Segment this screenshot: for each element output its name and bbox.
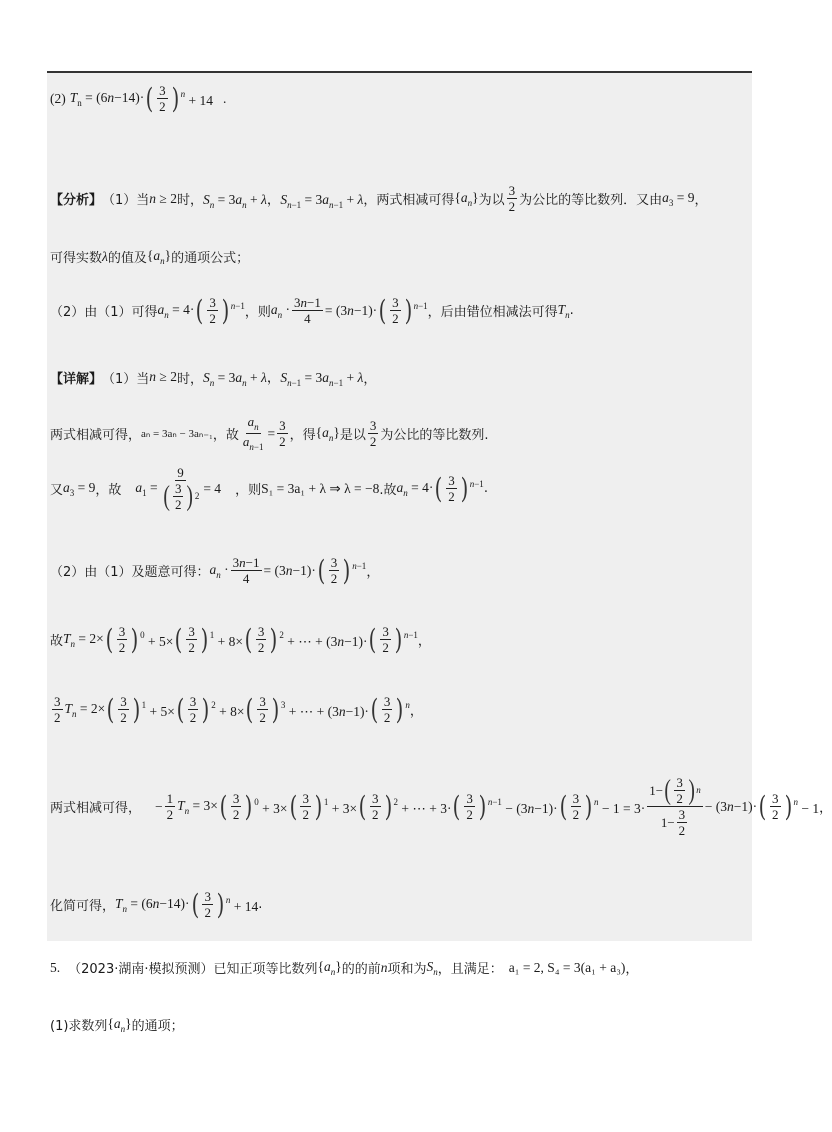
answer-2-label: (2) bbox=[50, 90, 66, 106]
detail-line-3: 又 $a_3 = 9$ ，故 $a_1$ = 9 ( $\frac{3}{2}$ ) 2 = 4 ，则 S₁ = 3a₁ + λ ⇒ λ = −8 .故 $a_n = 4\cdot$ ( $\frac{3}{2}$ ) $^{n-1}$ . bbox=[50, 465, 488, 512]
answer-2: (2) $T_n = (6n-14)\cdot$ ( $\frac{3}{2}$ ) $^n$ + 14 . bbox=[50, 81, 227, 115]
detail-line-2: 两式相减可得， aₙ = 3aₙ − 3aₙ₋₁ ，故 $\frac{a_n}{a_{n-1}}$ = $\frac{3}{2}$ ，得 $\{a_n\}$ 是以 $\frac{3}{2}$ 为公比的等比数列. bbox=[50, 414, 489, 452]
problem-number: 5. bbox=[50, 959, 61, 975]
detail-line-1: 【详解】 （1）当 n ≥ 2 时， $S_n = 3a_n + \lambda$，$S_{n-1} = 3a_{n-1} + \lambda$ ， bbox=[50, 369, 377, 388]
analysis-line-3: （2）由（1）可得 $a_n = 4\cdot$ ( $\frac{3}{2}$ ) $^{n-1}$ ，则 $a_n$ · $\frac{3n-1}{4}$ = (3n−1)· ( $\frac{3}{2}$ ) $^{n-1}$ ，后由错位相减法可得 $T_n$ . bbox=[50, 293, 574, 327]
analysis-tag: 【分析】 bbox=[50, 193, 103, 208]
analysis-line-1: 【分析】 （1）当 n ≥ 2 时， $S_n = 3a_n + \lambda$，$S_{n-1} = 3a_{n-1} + \lambda$ ，两式相减可得 $\{a_n\}$ 为以 $\frac{3}{2}$ 为公比的等比数列．又由 $a_3 = 9$ ， bbox=[50, 183, 708, 214]
analysis-line-2: 可得实数 λ 的值及 $\{a_n\}$ 的通项公式； bbox=[50, 247, 250, 266]
detail-line-8: 化简可得， $T_n = (6n-14)\cdot$ ( $\frac{3}{2}$ ) $^n$ + 14 . bbox=[50, 887, 263, 921]
detail-line-7: 两式相减可得， − $\frac{1}{2}$ $T_n = 3\times$ ( $\frac{3}{2}$ ) $^0$ + 3× ( $\frac{3}{2}$ ) $^1$ + 3× ( $\frac{3}{2}$ ) $^2$ + ⋯ + 3· ( $\frac{3}{2}$ ) $^{n-1}$ − (3n−1)· ( $\frac{3}{2}$ ) $^n$ − 1 = 3· 1− ( $\frac{3}{2}$ ) n 1− $\frac{3}{2}$ − (3n−1)· ( $\frac{3}{2}$ ) $^n$ − 1 ， bbox=[50, 774, 832, 838]
problem-5-q1: (1)求数列 $\{a_n\}$ 的通项； bbox=[50, 1015, 184, 1034]
detail-line-4: （2）由（1）及题意可得： $a_n$ · $\frac{3n-1}{4}$ = (3n−1)· ( $\frac{3}{2}$ ) $^{n-1}$ ， bbox=[50, 553, 380, 587]
detail-tag: 【详解】 bbox=[50, 371, 103, 387]
detail-line-6: $\frac{3}{2}$ $T_n = 2\times$ ( $\frac{3}{2}$ ) $^1$ + 5× ( $\frac{3}{2}$ ) $^2$ + 8× ( $\frac{3}{2}$ ) $^3$ + ⋯ + (3n−1)· ( $\frac{3}{2}$ ) $^n$ ， bbox=[54, 692, 423, 726]
problem-5-stem: 5. （2023·湖南·模拟预测）已知正项等比数列 $\{a_n\}$ 的的前 n 项和为 $S_n$ ，且满足： a₁ = 2, S₄ = 3(a₁ + a₃) ， bbox=[50, 958, 639, 977]
detail-line-5: 故 $T_n = 2\times$ ( $\frac{3}{2}$ ) $^0$ + 5× ( $\frac{3}{2}$ ) $^1$ + 8× ( $\frac{3}{2}$ ) $^2$ + ⋯ + (3n−1)· ( $\frac{3}{2}$ ) $^{n-1}$ ， bbox=[50, 622, 431, 656]
